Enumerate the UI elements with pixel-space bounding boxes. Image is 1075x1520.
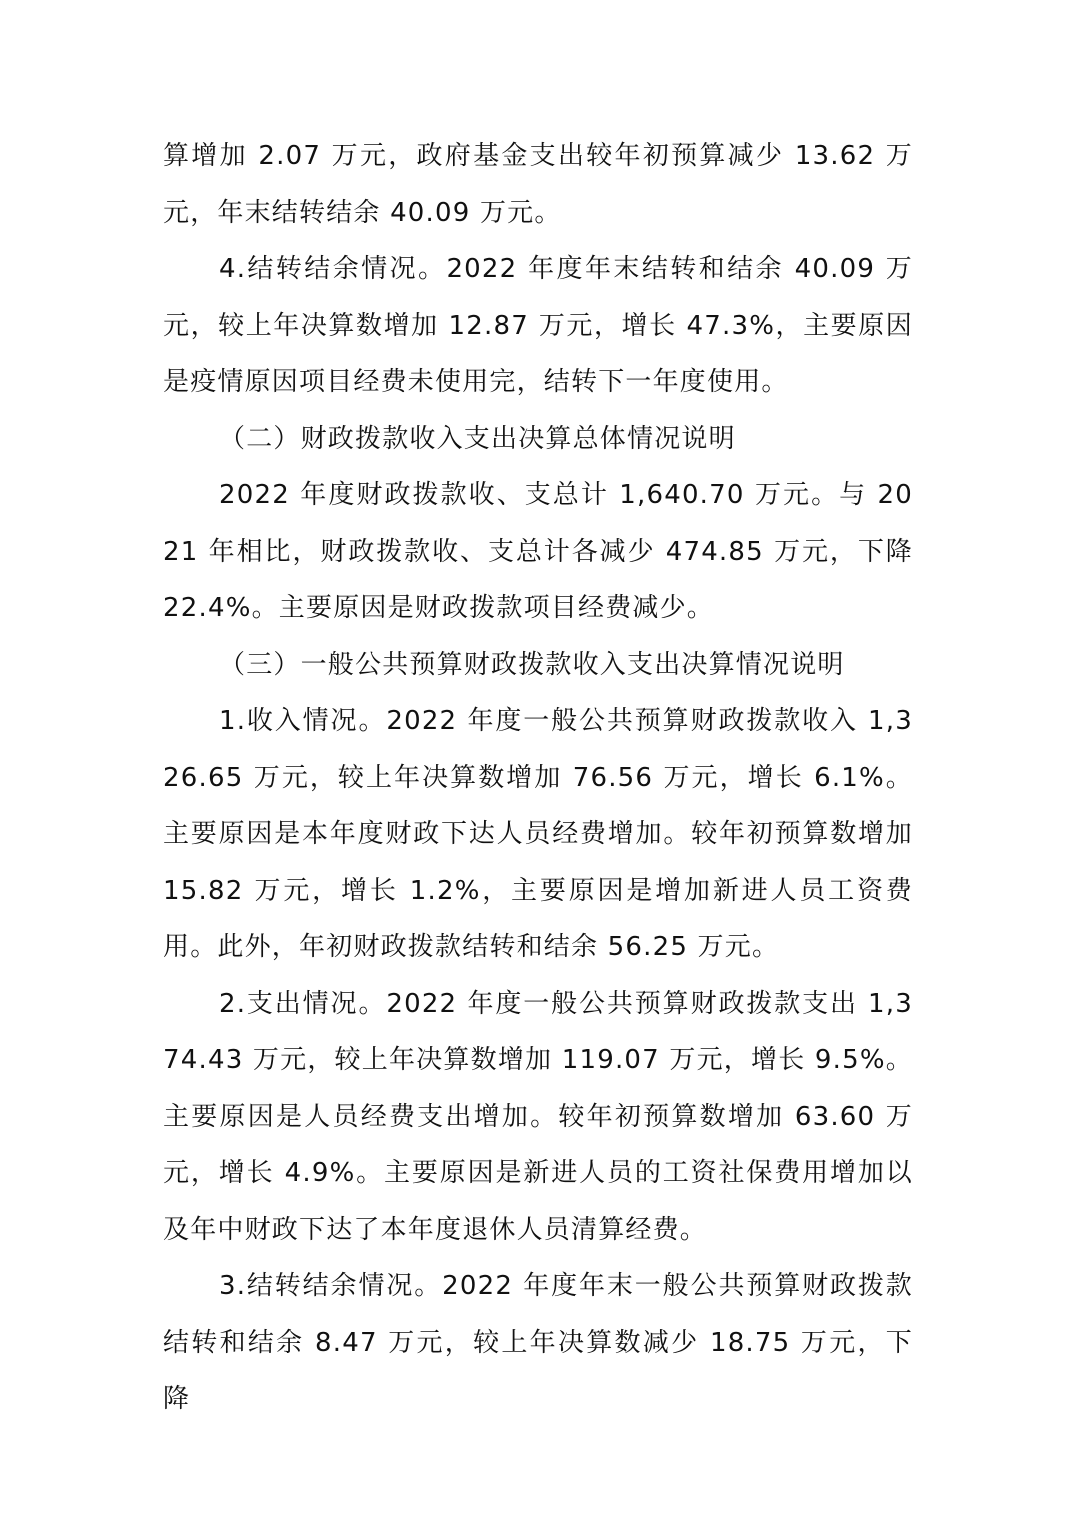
paragraph-carryover-balance: 4.结转结余情况。2022 年度年末结转和结余 40.09 万元，较上年决算数增加 12.87 万元，增长 47.3%，主要原因是疫情原因项目经费未使用完，结转下一年度使用。 — [163, 254, 913, 397]
paragraph-fiscal-appropriation-total: 2022 年度财政拨款收、支总计 1,640.70 万元。与 2021 年相比，财政拨款收、支总计各减少 474.85 万元，下降 22.4%。主要原因是财政拨款项目经费减少。 — [163, 480, 913, 623]
section-heading-general-public-budget: （三）一般公共预算财政拨款收入支出决算情况说明 — [219, 649, 845, 680]
paragraph-expenditure-situation: 2.支出情况。2022 年度一般公共预算财政拨款支出 1,374.43 万元，较上年决算数增加 119.07 万元，增长 9.5%。主要原因是人员经费支出增加。较年初预算数增加 63.60 万元，增长 4.9%。主要原因是新进人员的工资社保费用增加以及年中财政下达了本年度退休人员清算经费。 — [163, 988, 913, 1245]
paragraph-government-fund-expenditure: 算增加 2.07 万元，政府基金支出较年初预算减少 13.62 万元，年末结转结余 40.09 万元。 — [163, 141, 913, 228]
document-page — [163, 128, 913, 1428]
section-heading-fiscal-appropriation-overview: （二）财政拨款收入支出决算总体情况说明 — [219, 423, 736, 454]
paragraph-general-budget-carryover: 3.结转结余情况。2022 年度年末一般公共预算财政拨款结转和结余 8.47 万元，较上年决算数减少 18.75 万元，下降 — [163, 1271, 913, 1414]
paragraph-income-situation: 1.收入情况。2022 年度一般公共预算财政拨款收入 1,326.65 万元，较上年决算数增加 76.56 万元，增长 6.1%。主要原因是本年度财政下达人员经费增加。较年初预算数增加 15.82 万元，增长 1.2%，主要原因是增加新进人员工资费用。此外，年初财政拨款结转和结余 56.25 万元。 — [163, 706, 913, 962]
